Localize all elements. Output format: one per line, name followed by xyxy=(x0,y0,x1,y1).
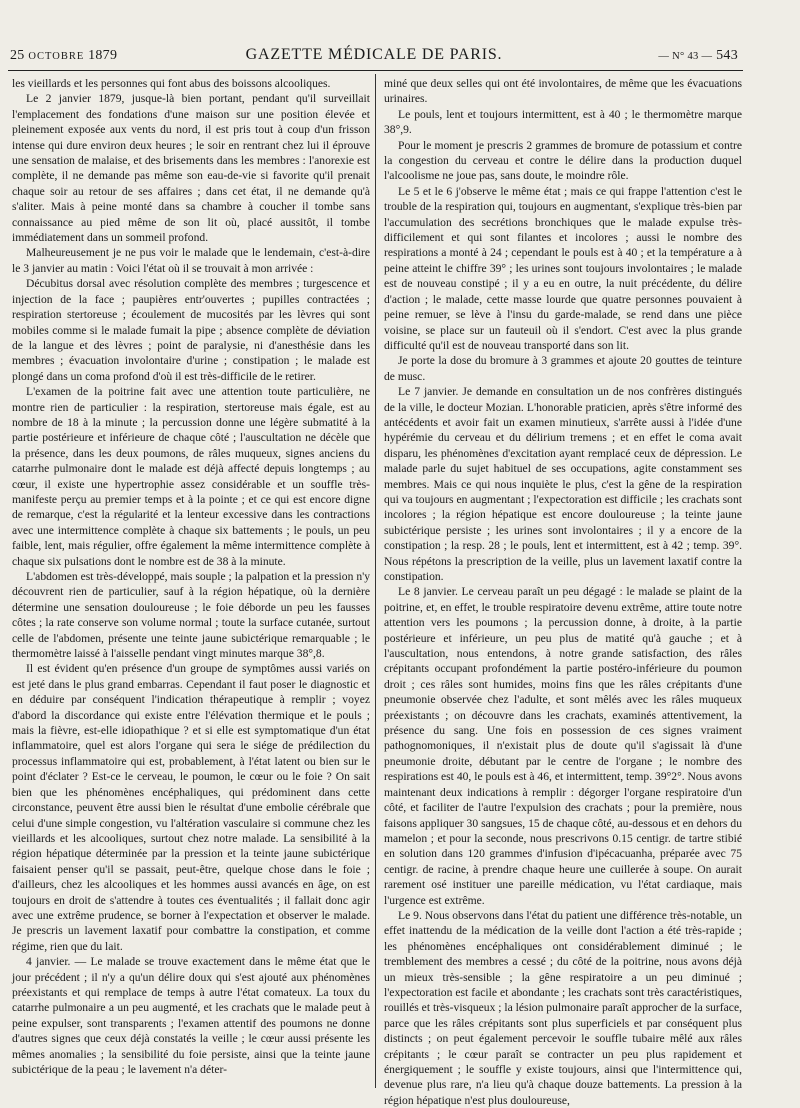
issue-number: — N° 43 — xyxy=(658,51,713,62)
paragraph: Le 7 janvier. Je demande en consultation un de nos confrères distingués de la ville, le docteur Mozian. L'honorable praticien, après s'être informé des antécédents et avoir fait un examen minutieux, s'arrête aussi à l'idée d'une hypérémie du cerveau et du délirium tremens ; et en effet le coma avait disparu, les phénomènes d'excitation ayant remplacé ceux de dépression. Le malade parle du sujet habituel de ses occupations, agite constamment ses membres. Mais ce qui nous inquiète le plus, c'est la gêne de la respiration qui va toujours en augmentant ; l'expectoration est difficile ; les crachats sont incolores ; la région hépatique est encore douloureuse ; la teinte jaune subictérique persiste ; les urines sont involontaires ; il y a encore de la constipation ; la resp. 28 ; le pouls, lent et intermittent, est à 42 ; temp. 39°. Nous répétons la prescription de la veille, plus un lavement laxatif contre la constipation. xyxy=(384,385,742,583)
paragraph: Pour le moment je prescris 2 grammes de bromure de potassium et contre la congestion du cerveau et contre le délire dans la production duquel l'alcoolisme ne joue pas, sans doute, le moindre rôle. xyxy=(384,138,742,183)
paragraph: Le 5 et le 6 j'observe le même état ; mais ce qui frappe l'attention c'est le trouble de la respiration qui, toujours en augmentant, s'explique très-bien par l'accumulation des secrétions bronchiques que le malade expulse très-difficilement et qui sont filantes et incolores ; aussi le nombre des respirations a monté à 24 ; cependant le pouls est à 40 ; et la température a à peine atteint le chiffre 39° ; les urines sont toujours involontaires ; le malade est de nouveau constipé ; il y a eu en outre, la nuit précédente, du délire d'action ; le malade, cette masse lourde que quatre personnes pouvaient à peine remuer, se lève à l'insu du garde-malade, se rend dans une pièce voisine, se place sur un fauteuil où il s'endort. C'est avec la plus grande difficulté qu'il est de nouveau transporté dans son lit. xyxy=(384,184,742,352)
journal-title: GAZETTE MÉDICALE DE PARIS. xyxy=(245,46,503,63)
page-header xyxy=(10,44,738,68)
issue-and-page xyxy=(658,48,738,64)
paragraph: les vieillards et les personnes qui font abus des boissons alcooliques. xyxy=(12,77,331,90)
paragraph: Le 8 janvier. Le cerveau paraît un peu dégagé : le malade se plaint de la poitrine, et, en effet, le trouble respiratoire devenu extrême, attire toute notre attention vers les poumons ; la percussion donne, à droite, à la partie postérieure et inférieure, un peu plus de matité qu'à gauche ; et à l'auscultation, nous entendons, à notre grande satisfaction, des râles crépitants occupant profondément la partie postéro-inférieure du poumon droit ; ces râles sont humides, moins fins que les râles crépitants d'une pneumonie observée chez l'adulte, et sont mêlés avec les râles muqueux préexistants ; on découvre dans les crachats, examinés attentivement, la présence du sang. Une fois en possession de ces signes vraiment pathognomoniques, il n'existait plus de doute qu'il s'agissait là d'une pneumonie droite, débutant par le centre de l'organe ; le nombre des respirations est 40, le pouls est à 46, et intermittent, temp. 39°2°. Nous avons maintenant deux indications à remplir : dégorger l'organe respiratoire d'un côté, et faciliter de l'autre l'expulsion des crachats ; pour la première, nous faisons appliquer 30 sangsues, 15 de chaque côté, au-dessous et en dehors du mamelon ; et pour la seconde, nous prescrivons 0.15 centigr. de tartre stibié en solution dans 120 grammes d'infusion d'ipécacuanha, préparée avec 75 centigr. de racine, à prendre chaque heure une cuillerée à soupe. On aurait rarement osé instituer une pareille médication, vu l'état cardiaque, mais l'urgence est extrême. xyxy=(384,585,742,907)
date-month: OCTOBRE xyxy=(28,51,85,62)
left-column xyxy=(12,76,370,1096)
date-day: 25 xyxy=(10,48,25,63)
paragraph: miné que deux selles qui ont été involontaires, de même que les évacuations urinaires. xyxy=(384,77,742,106)
paragraph: L'abdomen est très-développé, mais souple ; la palpation et la pression n'y découvrent rien de particulier, sauf à la région hépatique, où la dernière détermine une sensation douloureuse ; le foie déborde un peu les fausses côtes ; la rate conserve son volume normal ; toute la surface cutanée, surtout celle de l'abdomen, présente une teinte jaune subictérique remarquable ; le thermomètre laissé à l'aisselle pendant vingt minutes marque 38°,8. xyxy=(12,570,370,661)
date-year: 1879 xyxy=(88,48,118,63)
column-divider xyxy=(375,74,376,1088)
right-column xyxy=(384,76,742,1107)
paragraph: Décubitus dorsal avec résolution complète des membres ; turgescence et injection de la face ; paupières entr'ouvertes ; pupilles contractées ; respiration stertoreuse ; écoulement de mucosités par les lèvres qui sont mobiles comme si le malade fumait la pipe ; absence complète de déviation de la langue et des lèvres ; point de paralysie, ni d'anesthésie dans les membres ; évacuation involontaire d'urine ; constipation ; le malade est plongé dans un coma profond d'où il est très-difficile de le retirer. xyxy=(12,277,370,383)
paragraph: Le 9. Nous observons dans l'état du patient une différence très-notable, un effet inattendu de la médication de la veille dont l'action a été très-rapide ; les phénomènes encéphaliques ont considérablement diminué ; le tremblement des membres a cessé ; du côté de la poitrine, nous avons déjà un mieux très-sensible ; la gêne respiratoire a un peu diminué ; l'expectoration est facile et abondante ; les crachats sont très caractéristiques, rouillés et très-visqueux ; la lésion pulmonaire paraît approcher de la surface, parce que les râles crépitants sont plus superficiels et par conséquent plus distincts ; on peut également percevoir le souffle tubaire mêlé aux râles crépitants ; le cœur paraît se contracter un peu plus rapidement et énergiquement ; le souffle y existe toujours, ainsi que l'intermittence qui, devenue plus rare, n'a lieu qu'à chaque douze battements. La pression à la région hépatique n'est plus douloureuse, xyxy=(384,908,742,1107)
page-number: 543 xyxy=(716,48,738,63)
paragraph: Je porte la dose du bromure à 3 grammes et ajoute 20 gouttes de teinture de musc. xyxy=(384,354,742,383)
paragraph: L'examen de la poitrine fait avec une attention toute particulière, ne montre rien de particulier : la respiration, stertoreuse mais égale, est au nombre de 18 à la minute ; la percussion donne une légère submatité à la partie postérieure et inférieure de chaque côté ; l'auscultation ne décèle que la présence, dans les deux poumons, de râles muqueux, signes anciens du catarrhe pulmonaire dont le malade est déjà affecté depuis longtemps ; au cœur, il existe une hypertrophie assez considérable et un souffle très-manifeste perçu au premier temps et à la pointe ; et ce qui est encore digne de remarque, c'est la régularité et la lenteur excessive dans les contractions avec une intermittence complète à chaque six battements ; le pouls, un peu faible, lent, mais régulier, offre également la même intermittence complète à chaque six pulsations dont le nombre est de 38 à la minute. xyxy=(12,385,370,568)
paragraph: 4 janvier. — Le malade se trouve exactement dans le même état que le jour précédent ; il n'y a qu'un délire doux qui s'est ajouté aux phénomènes préexistants et qui remplace de temps à autre l'état comateux. La toux du catarrhe pulmonaire a un peu augmenté, et les crachats que le malade peut à peine expulser, sont transparents ; l'examen attentif des poumons ne donne d'autres signes que ceux déjà constatés la veille ; le cœur aussi présente les mêmes anomalies ; la sensibilité du foie persiste, ainsi que la teinte jaune subictérique de la peau ; le lavement n'a déter- xyxy=(12,955,370,1076)
paragraph: Il est évident qu'en présence d'un groupe de symptômes aussi variés on est jeté dans le plus grand embarras. Cependant il faut poser le diagnostic et en déduire par conséquent l'indication thérapeutique à remplir ; voyez d'abord la discordance qui existe entre l'élévation thermique et le pouls ; mais la fièvre, est-elle idiopathique ? et si elle est symptomatique d'un état inflammatoire, quel est alors l'organe qui sera le siége de prédilection du processus inflammatoire qui est, probablement, à l'état latent ou bien sur le point d'éclater ? Est-ce le cerveau, le poumon, le cœur ou le foie ? On sait bien que les phénomènes encéphaliques, qui prédominent dans cette circonstance, peuvent être aussi bien le résultat d'une embolie cérébrale que celui d'une simple congestion, vu l'altération vasculaire si commune chez les vieillards et les alcooliques, surtout chez notre malade. La sensibilité à la région hépatique déterminée par la pression et la teinte jaune subictérique faisaient penser qu'il se passait, peut-être, quelque chose dans le foie ; d'ailleurs, chez les alcooliques et les hommes aussi avancés en âge, on est toujours en droit de s'attendre à toutes ces éventualités ; il fallait donc agir avec une extrême prudence, se borner à l'expectation et observer le malade. Je prescris un lavement laxatif pour combattre la constipation, et comme régime, rien que du lait. xyxy=(12,662,370,953)
paragraph: Malheureusement je ne pus voir le malade que le lendemain, c'est-à-dire le 3 janvier au matin : Voici l'état où il se trouvait à mon arrivée : xyxy=(12,246,370,275)
paragraph: Le 2 janvier 1879, jusque-là bien portant, pendant qu'il surveillait l'emplacement des fondations d'une maison sur une position élevée et pleinement exposée aux vents du nord, il est pris tout à coup d'un frisson intense qui dure environ deux heures ; le soir en rentrant chez lui il éprouve une sensation de malaise, et des brisements dans les membres : l'anorexie est complète, il ne demande pas même son eau-de-vie si favorite qu'il prenait chaque soir au retour de ses affaires ; dans cet état, il ne demande qu'à s'aliter. Mais à peine monté dans sa chambre à coucher il tombe sans connaissance au pied même de son lit où, placé aussitôt, il tombe immédiatement dans un sommeil profond. xyxy=(12,92,370,245)
paragraph: Le pouls, lent et toujours intermittent, est à 40 ; le thermomètre marque 38°,9. xyxy=(384,107,742,137)
header-rule xyxy=(8,70,743,71)
